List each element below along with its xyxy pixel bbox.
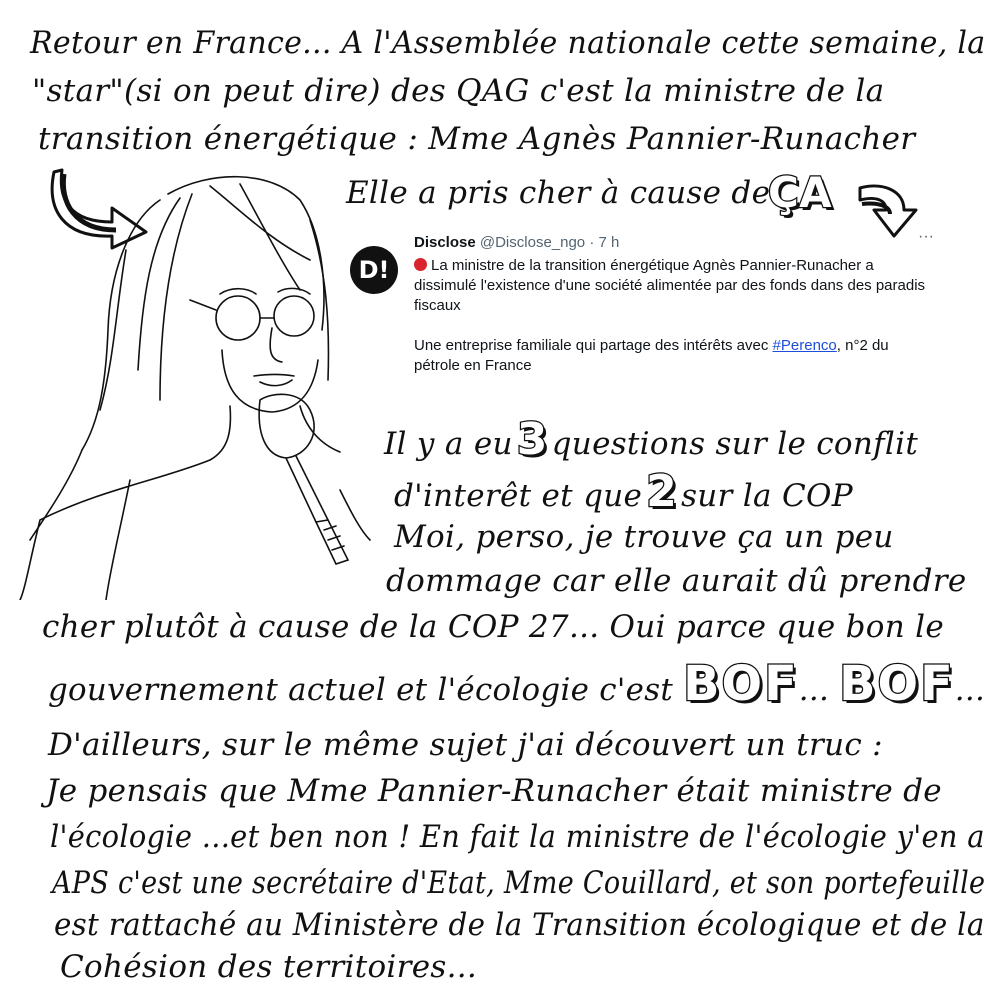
tweet-header bbox=[414, 234, 619, 251]
tweet-paragraph-1 bbox=[414, 256, 934, 316]
tweet-paragraph-1-text: La ministre de la transition énergétique Agnès Pannier-Runacher a dissimulé l'existence d'une société alimentée par des fonds dans des paradis fiscaux bbox=[414, 257, 926, 314]
questions-line-1 bbox=[384, 414, 919, 465]
intro-line-1: Retour en France... A l'Assemblée nationale cette semaine, la bbox=[30, 25, 986, 61]
minister-portrait-sketch bbox=[10, 160, 380, 600]
tweet-paragraph-2-end: , n°2 du pétrole en France bbox=[414, 337, 889, 374]
bof-separator: ... bbox=[798, 672, 830, 708]
tweet-author-handle[interactable]: @Disclose_ngo bbox=[479, 234, 586, 251]
bof-first: BOF bbox=[683, 656, 799, 712]
tweet-paragraph-2-text: Une entreprise familiale qui partage des intérêts avec bbox=[414, 337, 769, 354]
red-circle-icon bbox=[414, 258, 427, 271]
more-options-icon[interactable]: ··· bbox=[918, 228, 934, 245]
outro-line-5: est rattaché au Ministère de la Transition écologique et de la bbox=[54, 907, 985, 943]
tweet-body bbox=[414, 256, 934, 396]
bof-second: BOF bbox=[839, 656, 955, 712]
bof-end: ... bbox=[954, 672, 986, 708]
tweet-author-name[interactable]: Disclose bbox=[414, 234, 476, 251]
hashtag-link[interactable]: #Perenco bbox=[772, 337, 837, 354]
outro-line-2: Je pensais que Mme Pannier-Runacher était ministre de bbox=[46, 773, 942, 809]
tweet-paragraph-2 bbox=[414, 336, 934, 376]
embedded-tweet[interactable] bbox=[348, 228, 948, 388]
opinion-line-4 bbox=[48, 656, 986, 712]
number-two: 2 bbox=[646, 466, 678, 517]
opinion-line-1: Moi, perso, je trouve ça un peu bbox=[394, 519, 894, 555]
tweet-timestamp[interactable]: · 7 h bbox=[589, 234, 620, 251]
intro-line-3: transition énergétique : Mme Agnès Pannier-Runacher bbox=[38, 121, 916, 157]
outro-line-6: Cohésion des territoires... bbox=[60, 949, 478, 985]
disclose-logo: D! bbox=[350, 246, 398, 294]
caption-text: Elle a pris cher à cause de bbox=[346, 175, 771, 211]
questions-line-2 bbox=[394, 466, 853, 517]
number-three: 3 bbox=[516, 414, 548, 465]
outro-line-4: APS c'est une secrétaire d'Etat, Mme Couillard, et son portefeuille bbox=[52, 865, 986, 901]
questions-text-d: sur la COP bbox=[681, 478, 853, 514]
opinion-line-2: dommage car elle aurait dû prendre bbox=[386, 563, 967, 599]
opinion-line-4-text: gouvernement actuel et l'écologie c'est bbox=[48, 672, 674, 708]
outro-line-3: l'écologie ...et ben non ! En fait la ministre de l'écologie y'en a bbox=[50, 819, 985, 855]
questions-text-c: d'interêt et que bbox=[394, 478, 643, 514]
intro-line-2: "star"(si on peut dire) des QAG c'est la ministre de la bbox=[32, 73, 885, 109]
caption-emphasis: ÇA bbox=[768, 168, 832, 217]
questions-text-b: questions sur le conflit bbox=[551, 426, 919, 462]
outro-line-1: D'ailleurs, sur le même sujet j'ai découvert un truc : bbox=[48, 727, 883, 763]
questions-text-a: Il y a eu bbox=[384, 426, 513, 462]
opinion-line-3: cher plutôt à cause de la COP 27... Oui parce que bon le bbox=[42, 609, 945, 645]
